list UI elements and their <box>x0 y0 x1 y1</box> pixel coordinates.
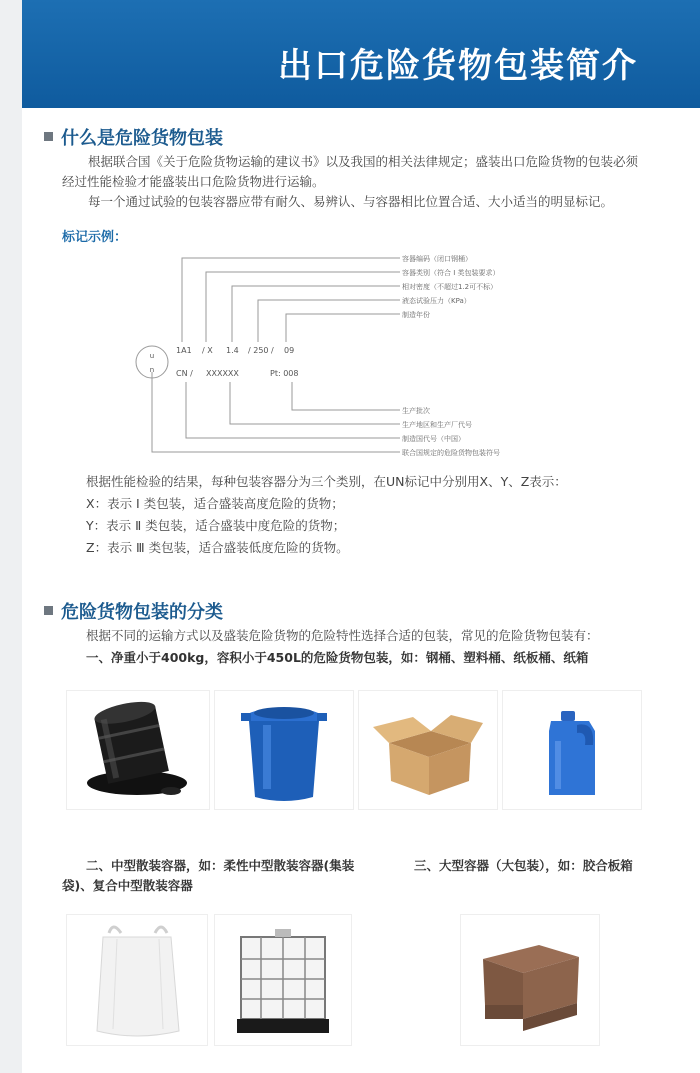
code-part: 1A1 <box>176 346 192 355</box>
diagram-label: 容器类别（符合 I 类包装要求） <box>402 269 500 277</box>
plastic-jerrycan-image <box>502 690 642 810</box>
code-part: / 250 / <box>248 346 274 355</box>
un-circle-letter-n: n <box>149 366 155 374</box>
section-title-text: 危险货物包装的分类 <box>61 602 223 623</box>
category-2-line1: 二、中型散装容器，如：柔性中型散装容器(集装 <box>86 858 355 873</box>
class-z: Z：表示 Ⅲ 类包装，适合盛装低度危险的货物。 <box>86 540 349 555</box>
diagram-label: 制造国代号（中国） <box>402 435 465 443</box>
paragraph-line: 每一个通过试验的包装容器应带有耐久、易辨认、与容器相比位置合适、大小适当的明显标记。 <box>88 194 614 209</box>
section-heading-classification <box>44 598 223 624</box>
plywood-crate-image <box>460 914 600 1046</box>
class-intro: 根据性能检验的结果，每种包装容器分为三个类别，在UN标记中分别用X、Y、Z表示： <box>86 474 567 489</box>
code-part: XXXXXX <box>206 369 239 378</box>
diagram-label: 联合国规定的危险货物包装符号 <box>402 449 500 457</box>
paragraph-line: 经过性能检验才能盛装出口危险货物进行运输。 <box>62 174 325 189</box>
bullet-square-icon <box>44 606 53 615</box>
left-margin-strip <box>0 0 22 1073</box>
ibc-tank-image <box>214 914 352 1046</box>
code-part: 1.4 <box>226 346 239 355</box>
bullet-square-icon <box>44 132 53 141</box>
section-heading-what-is <box>44 124 223 150</box>
code-part: CN / <box>176 369 193 378</box>
cardboard-box-image <box>358 690 498 810</box>
section2-intro: 根据不同的运输方式以及盛装危险货物的危险特性选择合适的包装，常见的危险货物包装有： <box>86 628 599 643</box>
paragraph-line: 根据联合国《关于危险货物运输的建议书》以及我国的相关法律规定；盛装出口危险货物的包装必须 <box>88 154 639 169</box>
category-2-line2: 袋)、复合中型散装容器 <box>62 878 193 893</box>
category-1: 一、净重小于400kg，容积小于450L的危险货物包装，如：钢桶、塑料桶、纸板桶、纸箱 <box>86 650 589 665</box>
category-3: 三、大型容器（大包装），如：胶合板箱 <box>414 858 633 873</box>
page-header <box>22 0 700 108</box>
diagram-label: 相对密度（不超过1.2可不标） <box>402 283 498 291</box>
class-y: Y：表示 Ⅱ 类包装，适合盛装中度危险的货物； <box>86 518 346 533</box>
bulk-bag-image <box>66 914 208 1046</box>
un-circle-letter-u: u <box>149 352 155 360</box>
diagram-label: 生产地区和生产厂代号 <box>402 421 472 429</box>
code-part: Pt: 008 <box>270 369 299 378</box>
diagram-label: 制造年份 <box>402 311 430 319</box>
un-mark-diagram <box>130 250 550 460</box>
code-part: 09 <box>284 346 295 355</box>
page-title: 出口危险货物包装简介 <box>278 46 638 86</box>
code-part: / X <box>202 346 213 355</box>
steel-drum-image <box>66 690 210 810</box>
diagram-label: 液态试验压力（KPa） <box>402 297 471 305</box>
class-x: X：表示 Ⅰ 类包装，适合盛装高度危险的货物； <box>86 496 344 511</box>
mark-example-label: 标记示例： <box>62 230 128 245</box>
diagram-label: 容器编码（闭口钢桶） <box>402 255 472 263</box>
plastic-drum-image <box>214 690 354 810</box>
section-title-text: 什么是危险货物包装 <box>61 128 223 149</box>
diagram-label: 生产批次 <box>402 407 430 415</box>
